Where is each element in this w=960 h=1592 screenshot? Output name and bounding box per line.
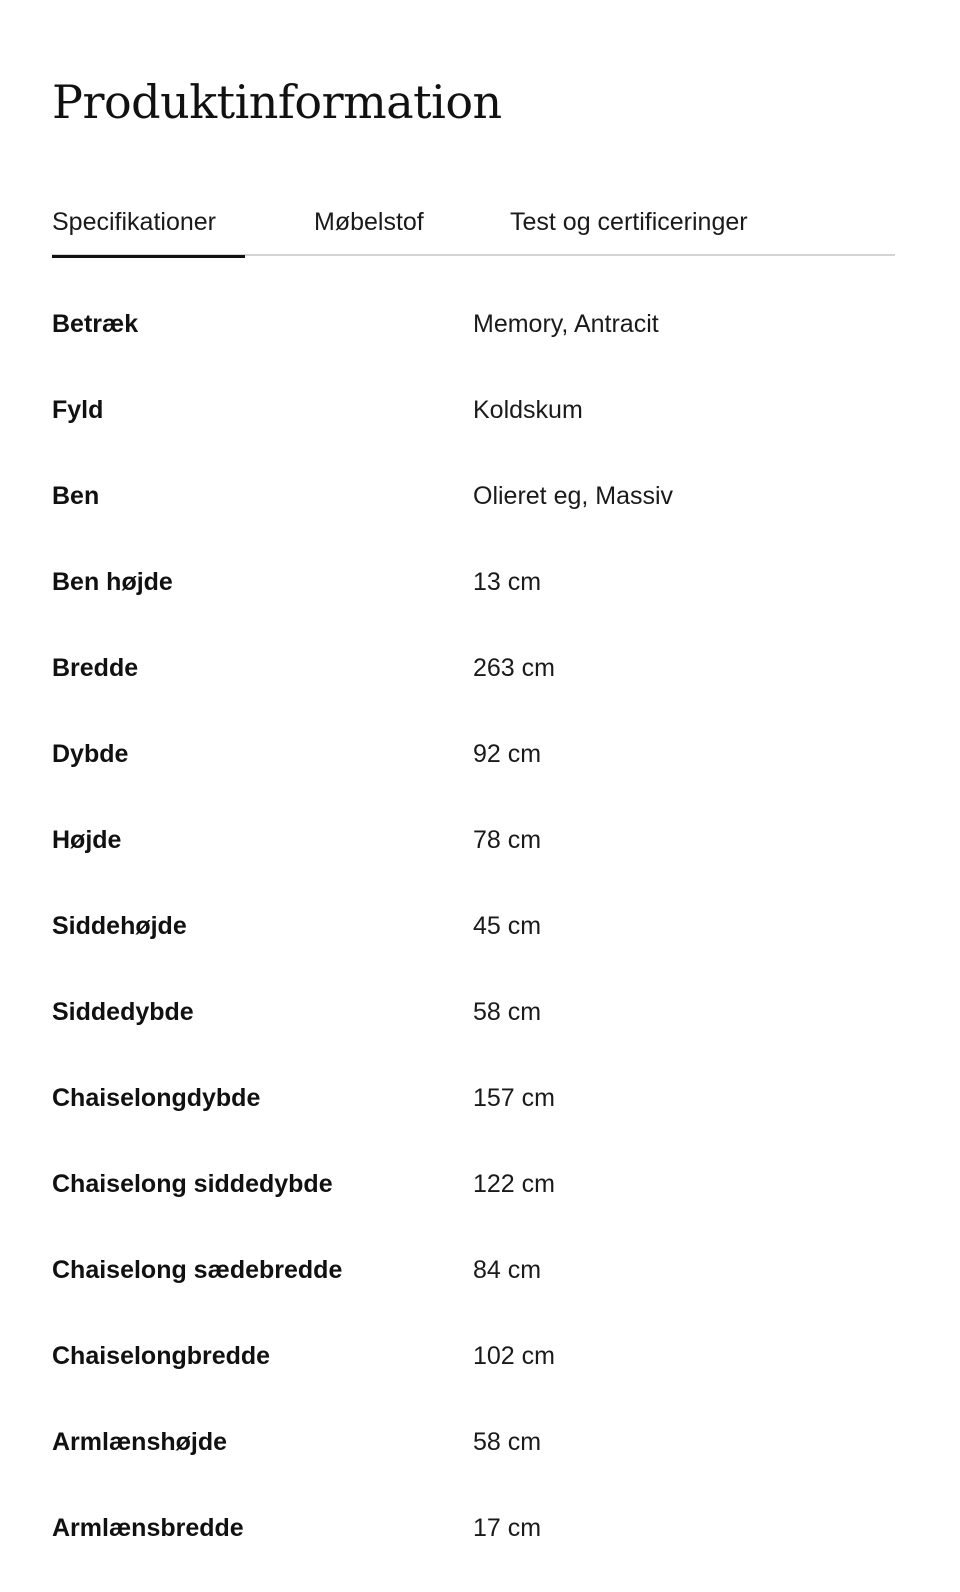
spec-value: 102 cm xyxy=(473,1342,555,1370)
spec-value: 263 cm xyxy=(473,654,555,682)
spec-row-chaiselongbredde xyxy=(52,1313,895,1399)
spec-label: Betræk xyxy=(52,310,139,338)
spec-value: 122 cm xyxy=(473,1170,555,1198)
spec-row-siddehojde xyxy=(52,883,895,969)
tab-bar xyxy=(52,188,895,256)
spec-value: 45 cm xyxy=(473,912,542,940)
spec-value: Olieret eg, Massiv xyxy=(473,482,674,510)
spec-label: Chaiselongbredde xyxy=(52,1342,271,1370)
spec-row-fyld xyxy=(52,367,895,453)
spec-value: 13 cm xyxy=(473,568,542,596)
spec-row-chaiselong-saedebredde xyxy=(52,1227,895,1313)
spec-label: Højde xyxy=(52,826,122,854)
spec-row-betraek xyxy=(52,281,895,367)
tab-test-og-certificeringer[interactable]: Test og certificeringer xyxy=(510,188,810,256)
spec-label: Ben xyxy=(52,482,100,510)
spec-value: 58 cm xyxy=(473,998,542,1026)
spec-label: Bredde xyxy=(52,654,139,682)
spec-label: Siddedybde xyxy=(52,998,194,1026)
spec-row-chaiselong-siddedybde xyxy=(52,1141,895,1227)
spec-label: Dybde xyxy=(52,740,129,768)
spec-row-bredde xyxy=(52,625,895,711)
tab-specifikationer[interactable]: Specifikationer xyxy=(52,188,245,256)
tab-mobelstof[interactable]: Møbelstof xyxy=(314,188,454,256)
spec-label: Ben højde xyxy=(52,568,173,596)
spec-label: Armlænshøjde xyxy=(52,1428,228,1456)
spec-label: Chaiselong sædebredde xyxy=(52,1256,343,1284)
spec-value: 17 cm xyxy=(473,1514,542,1542)
spec-row-chaiselongdybde xyxy=(52,1055,895,1141)
spec-value: 84 cm xyxy=(473,1256,542,1284)
spec-row-siddedybde xyxy=(52,969,895,1055)
spec-row-ben xyxy=(52,453,895,539)
spec-value: Koldskum xyxy=(473,396,583,424)
spec-row-ben-hojde xyxy=(52,539,895,625)
spec-value: 58 cm xyxy=(473,1428,542,1456)
spec-label: Chaiselongdybde xyxy=(52,1084,261,1112)
spec-label: Fyld xyxy=(52,396,104,424)
spec-value: 78 cm xyxy=(473,826,542,854)
spec-row-armlaenshojde xyxy=(52,1399,895,1485)
spec-value: Memory, Antracit xyxy=(473,310,659,338)
spec-row-hojde xyxy=(52,797,895,883)
spec-label: Siddehøjde xyxy=(52,912,187,940)
page-title: Produktinformation xyxy=(52,75,502,129)
spec-label: Chaiselong siddedybde xyxy=(52,1170,333,1198)
specifications-table xyxy=(52,281,895,1571)
spec-label: Armlænsbredde xyxy=(52,1514,244,1542)
spec-row-dybde xyxy=(52,711,895,797)
spec-row-armlaensbredde xyxy=(52,1485,895,1571)
spec-value: 157 cm xyxy=(473,1084,555,1112)
spec-value: 92 cm xyxy=(473,740,542,768)
